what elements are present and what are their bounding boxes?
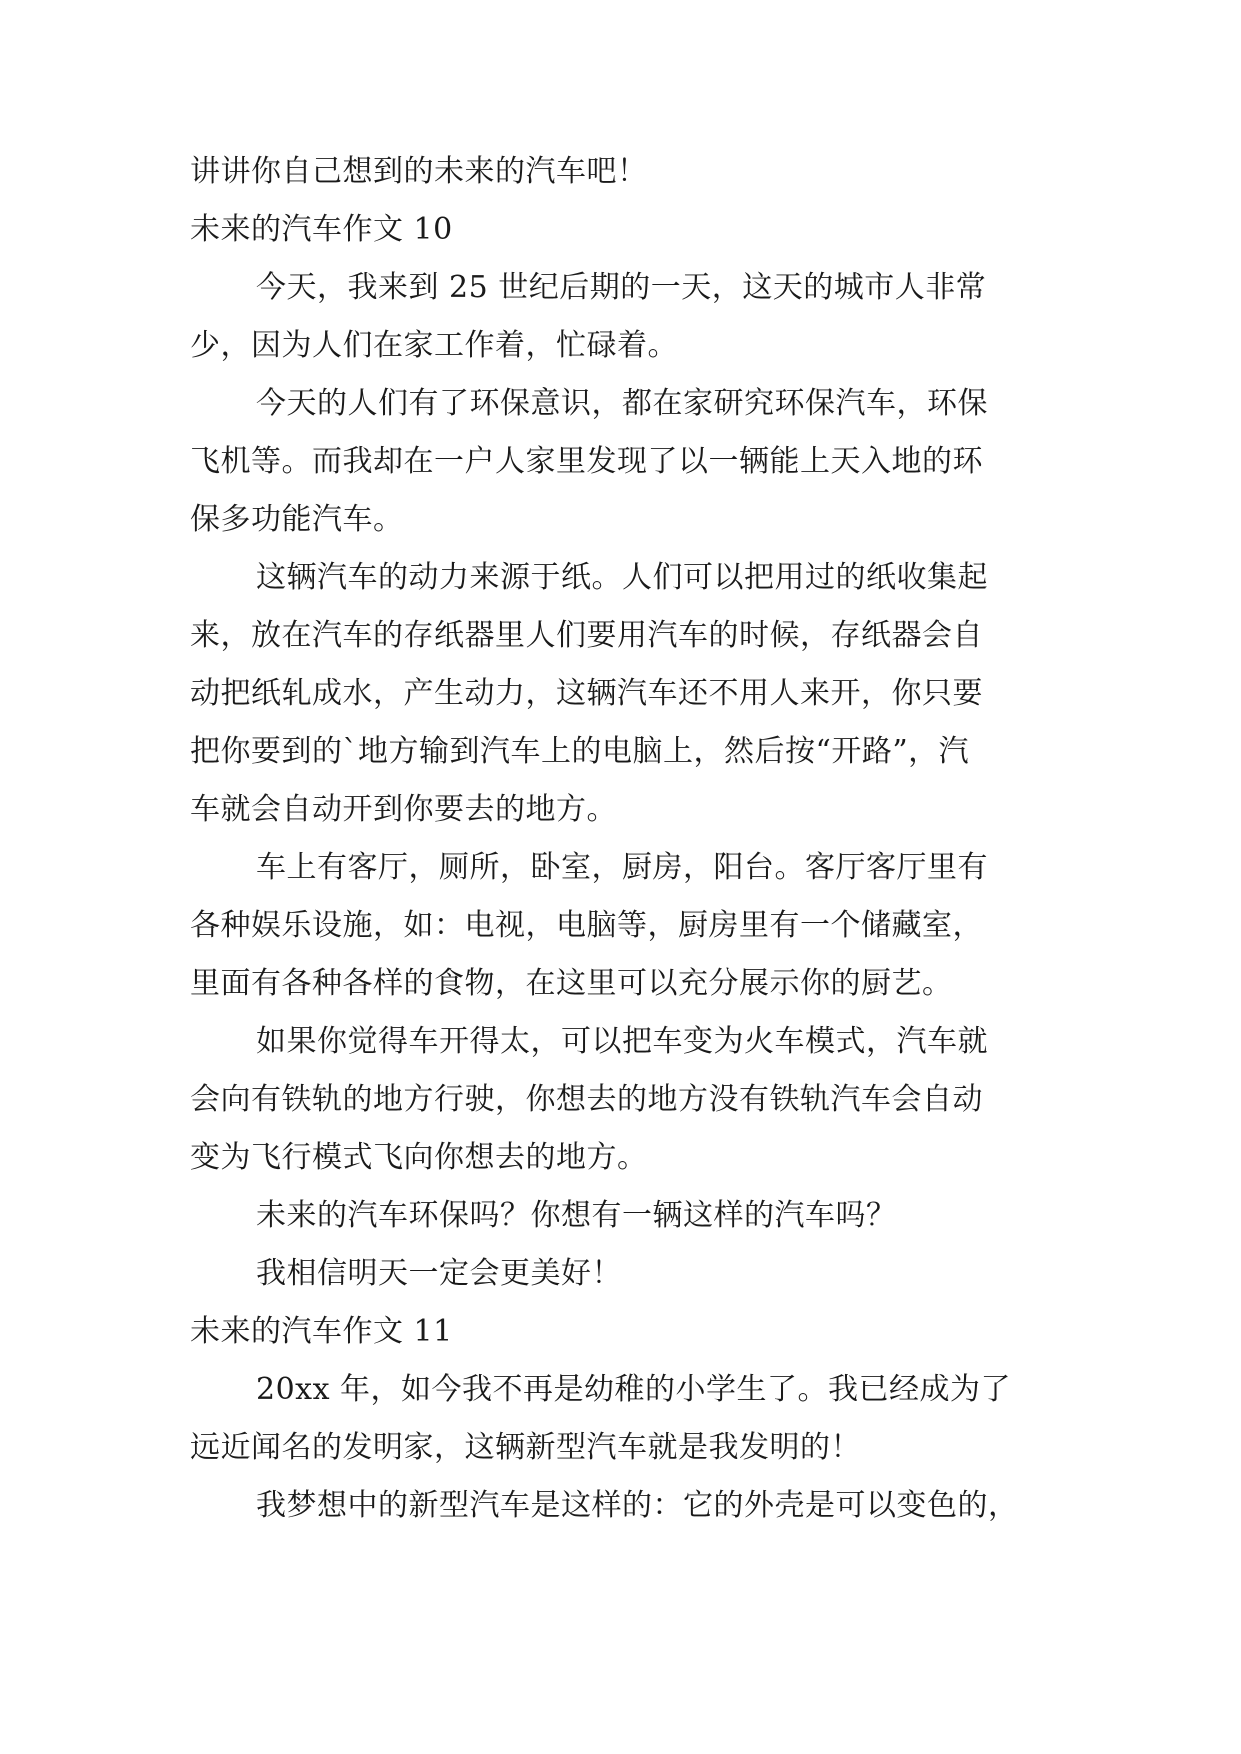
- paragraph-line: 把你要到的`地方输到汽车上的电脑上，然后按“开路”，汽: [190, 734, 970, 769]
- text-line: 讲讲你自己想到的未来的汽车吧！: [190, 154, 648, 189]
- paragraph-line: 少，因为人们在家工作着，忙碌着。: [190, 328, 678, 363]
- paragraph-line: 动把纸轧成水，产生动力，这辆汽车还不用人来开，你只要: [190, 676, 983, 711]
- paragraph-line: 车就会自动开到你要去的地方。: [190, 792, 617, 827]
- paragraph-line: 未来的汽车环保吗？你想有一辆这样的汽车吗？: [256, 1198, 897, 1233]
- paragraph-line: 我梦想中的新型汽车是这样的：它的外壳是可以变色的，: [256, 1488, 1019, 1523]
- paragraph-line: 会向有铁轨的地方行驶，你想去的地方没有铁轨汽车会自动: [190, 1082, 983, 1117]
- paragraph-line: 今天的人们有了环保意识，都在家研究环保汽车，环保: [256, 386, 988, 421]
- essay-heading-10: 未来的汽车作文 10: [190, 212, 453, 247]
- paragraph-line: 飞机等。而我却在一户人家里发现了以一辆能上天入地的环: [190, 444, 983, 479]
- paragraph-line: 里面有各种各样的食物，在这里可以充分展示你的厨艺。: [190, 966, 953, 1001]
- paragraph-line: 变为飞行模式飞向你想去的地方。: [190, 1140, 648, 1175]
- paragraph-line: 如果你觉得车开得太，可以把车变为火车模式，汽车就: [256, 1024, 988, 1059]
- paragraph-line: 远近闻名的发明家，这辆新型汽车就是我发明的！: [190, 1430, 861, 1465]
- paragraph-line: 我相信明天一定会更美好！: [256, 1256, 622, 1291]
- paragraph-line: 各种娱乐设施，如：电视，电脑等，厨房里有一个储藏室，: [190, 908, 983, 943]
- paragraph-line: 保多功能汽车。: [190, 502, 404, 537]
- essay-heading-11: 未来的汽车作文 11: [190, 1314, 453, 1349]
- paragraph-line: 这辆汽车的动力来源于纸。人们可以把用过的纸收集起: [256, 560, 988, 595]
- paragraph-line: 今天，我来到 25 世纪后期的一天，这天的城市人非常: [256, 270, 987, 305]
- paragraph-line: 20xx 年，如今我不再是幼稚的小学生了。我已经成为了: [256, 1372, 1012, 1407]
- paragraph-line: 来，放在汽车的存纸器里人们要用汽车的时候，存纸器会自: [190, 618, 983, 653]
- paragraph-line: 车上有客厅，厕所，卧室，厨房，阳台。客厅客厅里有: [256, 850, 988, 885]
